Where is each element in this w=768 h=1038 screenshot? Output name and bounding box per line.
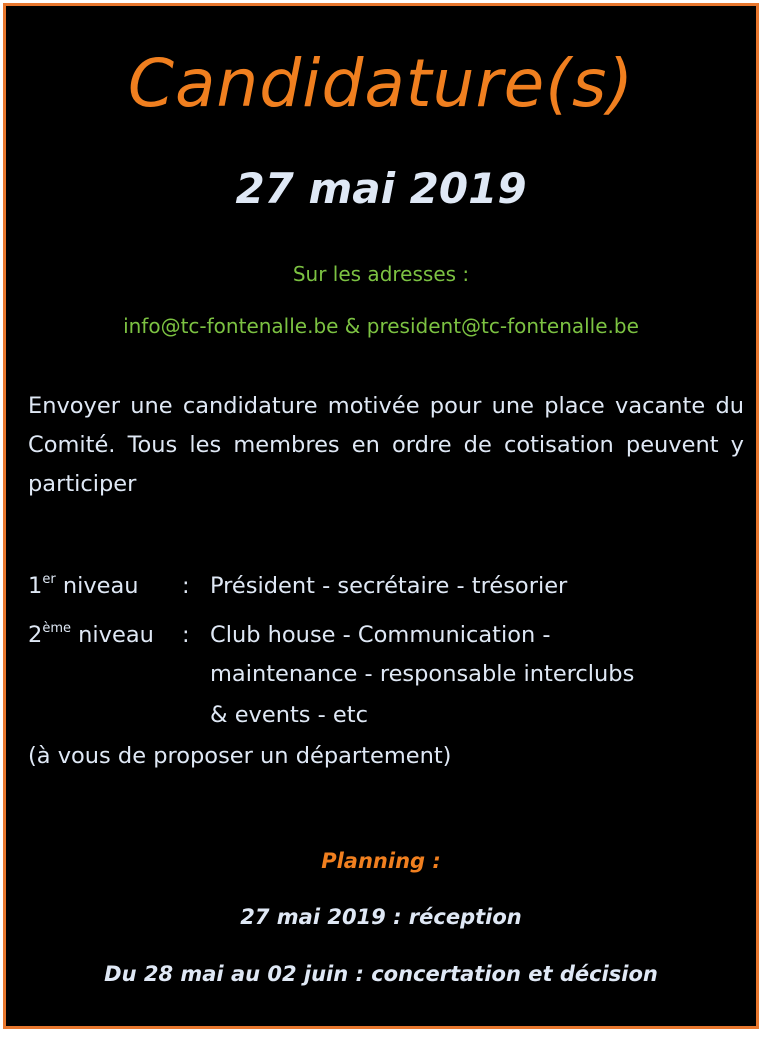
level-1-sup: er xyxy=(42,572,56,587)
planning-item: Du 28 mai au 02 juin : concertation et décision xyxy=(104,962,658,986)
poster xyxy=(3,3,759,1029)
level-1-number: 1 xyxy=(28,573,43,599)
level-2-roles-line-1: Club house - Communication - xyxy=(210,622,551,648)
level-2-roles-line-3: & events - etc xyxy=(210,702,368,728)
level-1-word: niveau xyxy=(62,573,139,599)
intro-paragraph: Envoyer une candidature motivée pour une place vacante du Comité. Tous les membres en ordre de cotisation peuvent y participer xyxy=(28,393,744,497)
addresses-label: Sur les adresses : xyxy=(292,262,470,286)
level-1-label xyxy=(28,570,139,602)
level-2-roles-line-2: maintenance - responsable interclubs xyxy=(210,661,635,687)
level-2-number: 2 xyxy=(28,622,43,648)
addresses-value: info@tc-fontenalle.be & president@tc-fontenalle.be xyxy=(123,314,639,338)
department-note: (à vous de proposer un département) xyxy=(28,743,452,769)
level-1-roles: Président - secrétaire - trésorier xyxy=(210,573,568,599)
planning-heading: Planning : xyxy=(321,849,441,873)
planning-item: 27 mai 2019 : réception xyxy=(240,905,522,929)
level-2-word: niveau xyxy=(78,622,154,648)
level-1-colon: : xyxy=(182,573,190,599)
level-2-sup: ème xyxy=(42,621,71,636)
level-2-label xyxy=(28,619,154,651)
event-date: 27 mai 2019 xyxy=(235,164,527,213)
level-2-colon: : xyxy=(182,622,190,648)
poster-title: Candidature(s) xyxy=(127,45,635,122)
